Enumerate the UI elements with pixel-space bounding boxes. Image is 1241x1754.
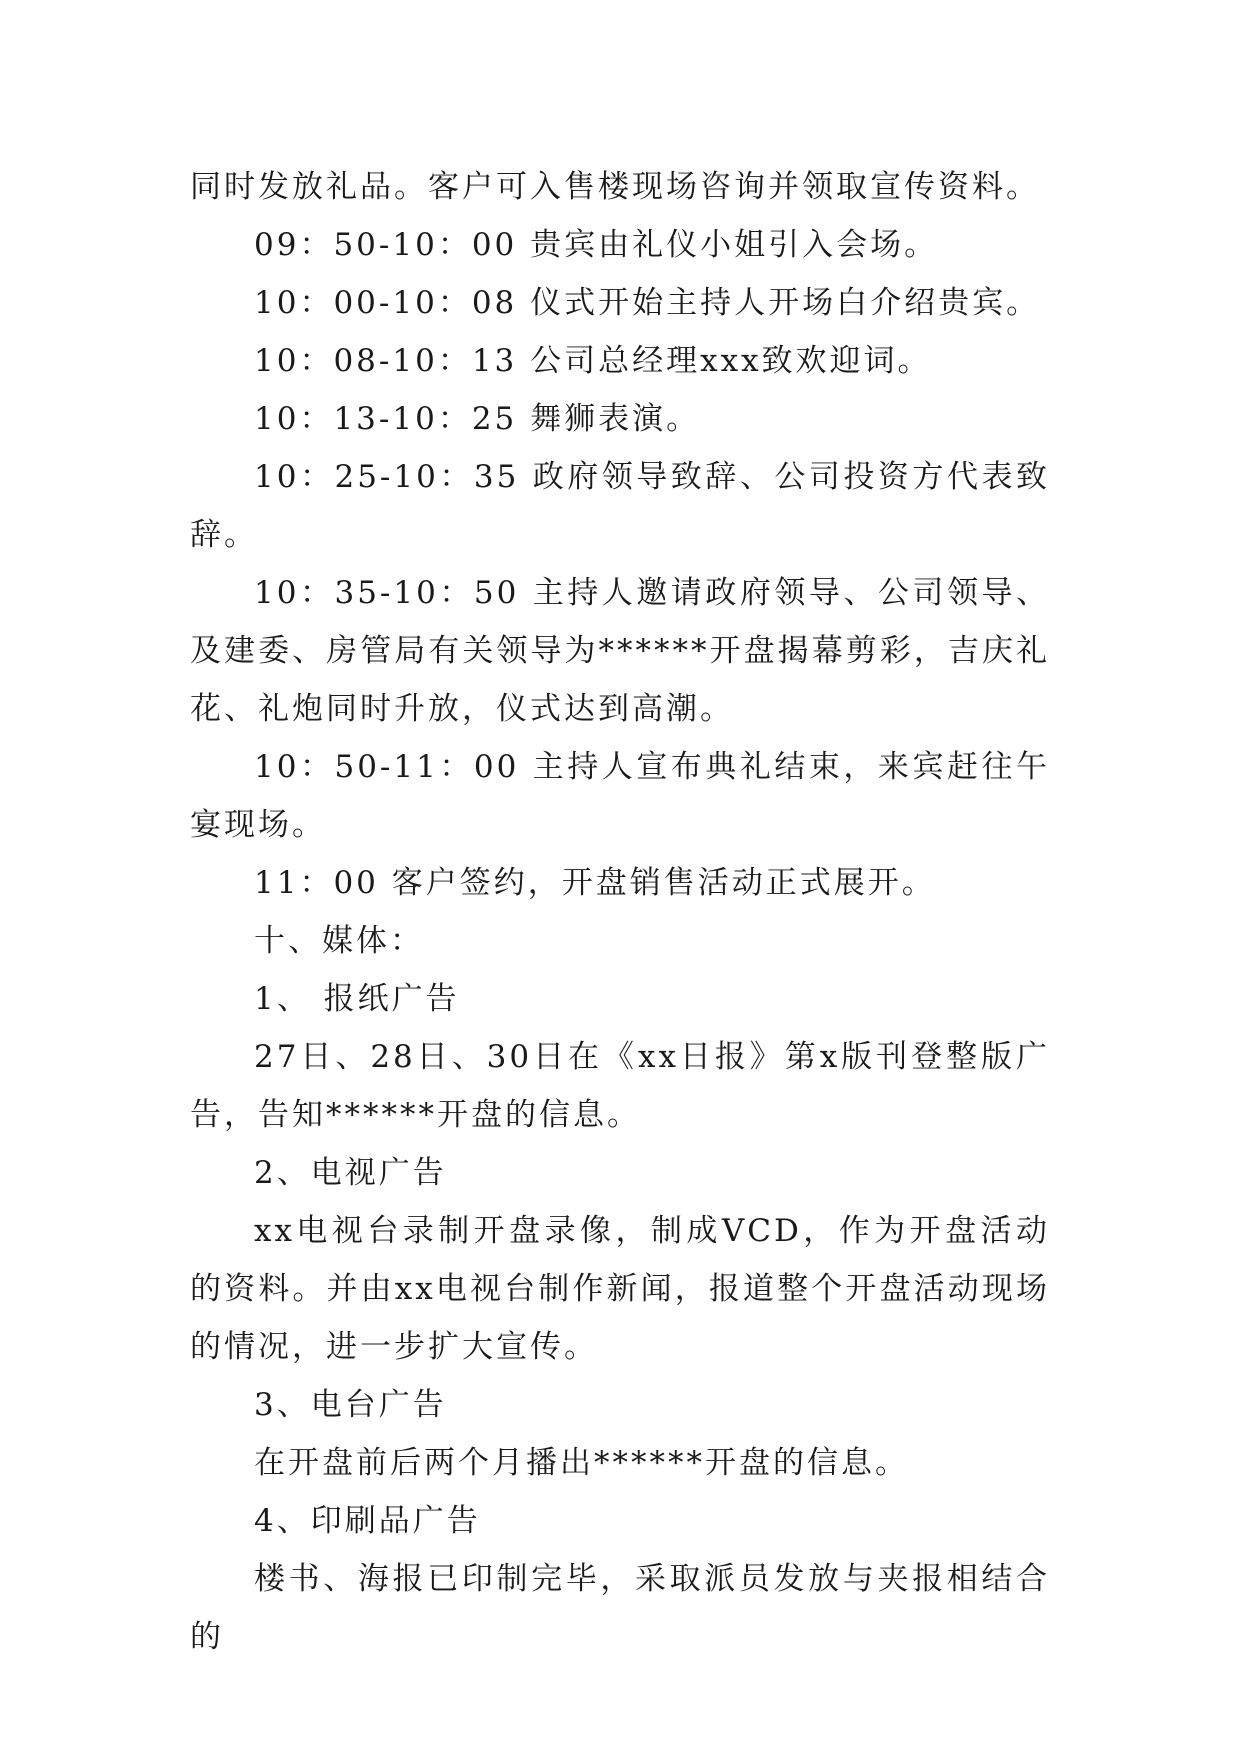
schedule-item: 10：08-10：13 公司总经理xxx致欢迎词。 — [254, 343, 932, 379]
paragraph: 楼书、海报已印制完毕，采取派员发放与夹报相结合的 — [190, 1561, 1050, 1655]
paragraph: 在开盘前后两个月播出******开盘的信息。 — [254, 1445, 909, 1481]
subheading-tv-ads: 2、电视广告 — [254, 1155, 447, 1191]
schedule-item: 09：50-10：00 贵宾由礼仪小姐引入会场。 — [254, 227, 939, 263]
schedule-item: 10：13-10：25 舞狮表演。 — [254, 401, 701, 437]
schedule-item: 11：00 客户签约，开盘销售活动正式展开。 — [254, 865, 936, 901]
section-heading-media: 十、媒体： — [254, 923, 424, 959]
paragraph: xx电视台录制开盘录像，制成VCD，作为开盘活动的资料。并由xx电视台制作新闻，报道整个开盘活动现场的情况，进一步扩大宣传。 — [190, 1213, 1050, 1365]
document-body — [190, 158, 1050, 1666]
subheading-newspaper-ads: 1、 报纸广告 — [254, 981, 460, 1017]
schedule-item: 10：50-11：00 主持人宣布典礼结束，来宾赶往午宴现场。 — [190, 749, 1050, 843]
paragraph: 27日、28日、30日在《xx日报》第x版刊登整版广告，告知******开盘的信息。 — [190, 1039, 1050, 1133]
subheading-print-ads: 4、印刷品广告 — [254, 1503, 481, 1539]
schedule-item: 10：25-10：35 政府领导致辞、公司投资方代表致辞。 — [190, 459, 1050, 553]
subheading-radio-ads: 3、电台广告 — [254, 1387, 447, 1423]
schedule-item: 10：00-10：08 仪式开始主持人开场白介绍贵宾。 — [254, 285, 1041, 321]
paragraph: 同时发放礼品。客户可入售楼现场咨询并领取宣传资料。 — [190, 169, 1040, 205]
schedule-item: 10：35-10：50 主持人邀请政府领导、公司领导、及建委、房管局有关领导为******开盘揭幕剪彩，吉庆礼花、礼炮同时升放，仪式达到高潮。 — [190, 575, 1050, 727]
